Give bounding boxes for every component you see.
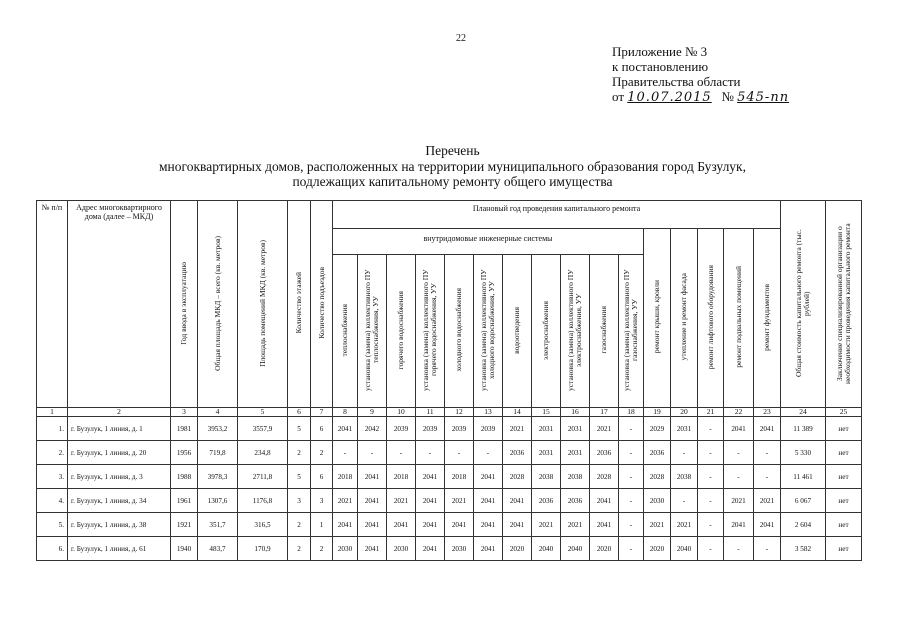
table-cell: 2020 — [590, 537, 619, 561]
title-line-2: многоквартирных домов, расположенных на территории муниципального образования город Бузулук, — [159, 158, 746, 174]
table-cell: - — [754, 537, 781, 561]
table-cell: 2041 — [503, 513, 532, 537]
table-cell: 234,8 — [238, 441, 288, 465]
buildings-table-wrapper — [36, 200, 862, 561]
column-number-cell: 10 — [387, 408, 416, 417]
table-cell: 3 — [288, 489, 311, 513]
table-cell: 2031 — [532, 417, 561, 441]
table-cell: 2030 — [333, 537, 358, 561]
col-header-roof: ремонт крыши, кровли — [644, 229, 671, 408]
table-row — [37, 489, 862, 513]
table-cell: - — [619, 513, 644, 537]
column-number-cell: 2 — [68, 408, 171, 417]
column-number-cell: 11 — [416, 408, 445, 417]
appendix-block — [612, 44, 789, 105]
appendix-line-2: к постановлению — [612, 59, 709, 74]
col-header-engineering-systems: внутридомовые инженерные системы — [333, 229, 644, 255]
table-cell: 2031 — [671, 417, 698, 441]
table-cell: 6 — [311, 465, 333, 489]
table-cell: 2018 — [445, 465, 474, 489]
column-number-cell: 5 — [238, 408, 288, 417]
table-cell: 2030 — [644, 489, 671, 513]
table-cell: 2040 — [532, 537, 561, 561]
col-header-address: Адрес многоквартирного дома (далее – МКД) — [68, 201, 171, 408]
table-cell: 2021 — [445, 489, 474, 513]
table-cell: 2031 — [561, 417, 590, 441]
column-number-cell: 18 — [619, 408, 644, 417]
document-title — [0, 143, 905, 190]
row-number-cell: 2. — [37, 441, 68, 465]
table-cell: 2018 — [333, 465, 358, 489]
col-header-year-built: Год ввода в эксплуатацию — [171, 201, 198, 408]
table-cell: 1307,6 — [198, 489, 238, 513]
column-number-cell: 17 — [590, 408, 619, 417]
table-cell: - — [619, 537, 644, 561]
table-cell: 2036 — [590, 441, 619, 465]
table-cell: 2041 — [590, 513, 619, 537]
table-cell: 2036 — [532, 489, 561, 513]
table-cell: 2041 — [503, 489, 532, 513]
table-cell: 351,7 — [198, 513, 238, 537]
table-cell: - — [619, 465, 644, 489]
col-header-coldwater: холодного водоснабжения — [445, 255, 474, 408]
table-cell: 2041 — [358, 465, 387, 489]
table-cell: 1956 — [171, 441, 198, 465]
table-cell: нет — [826, 537, 862, 561]
col-header-sewage: водоотведения — [503, 255, 532, 408]
address-cell: г. Бузулук, 1 линия, д. 34 — [68, 489, 171, 513]
table-cell: 2 604 — [781, 513, 826, 537]
page-number: 22 — [456, 33, 466, 44]
table-cell: 2029 — [644, 417, 671, 441]
column-number-cell: 12 — [445, 408, 474, 417]
table-cell: нет — [826, 465, 862, 489]
address-cell: г. Бузулук, 1 линия, д. 20 — [68, 441, 171, 465]
table-cell: 2039 — [474, 417, 503, 441]
table-cell: 11 461 — [781, 465, 826, 489]
col-header-facade: утепление и ремонт фасада — [671, 229, 698, 408]
col-header-heat: теплоснабжения — [333, 255, 358, 408]
table-cell: 2028 — [644, 465, 671, 489]
address-cell: г. Бузулук, 1 линия, д. 1 — [68, 417, 171, 441]
table-cell: 2 — [288, 441, 311, 465]
table-cell: - — [387, 441, 416, 465]
table-cell: 2041 — [358, 489, 387, 513]
col-header-cost: Общая стоимость капитального ремонта (тыс. рублей) — [781, 201, 826, 408]
row-number-cell: 1. — [37, 417, 68, 441]
table-cell: 1176,8 — [238, 489, 288, 513]
table-cell: 6 — [311, 417, 333, 441]
table-cell: 2041 — [474, 537, 503, 561]
table-cell: - — [754, 441, 781, 465]
appendix-date-line — [612, 89, 789, 105]
table-cell: 2030 — [387, 537, 416, 561]
column-number-cell: 6 — [288, 408, 311, 417]
table-cell: 1981 — [171, 417, 198, 441]
buildings-table — [36, 200, 862, 561]
column-number-cell: 15 — [532, 408, 561, 417]
table-cell: - — [619, 489, 644, 513]
table-cell: 2038 — [671, 465, 698, 489]
table-cell: 2041 — [590, 489, 619, 513]
table-cell: 2041 — [445, 513, 474, 537]
table-cell: 2 — [288, 537, 311, 561]
table-cell: - — [445, 441, 474, 465]
table-cell: 3 582 — [781, 537, 826, 561]
column-number-cell: 7 — [311, 408, 333, 417]
col-header-plan-year: Плановый год проведения капитального ремонта — [333, 201, 781, 229]
table-cell: 2041 — [754, 513, 781, 537]
table-cell: 2038 — [561, 465, 590, 489]
table-cell: - — [416, 441, 445, 465]
table-row — [37, 465, 862, 489]
column-number-cell: 4 — [198, 408, 238, 417]
table-cell: 316,5 — [238, 513, 288, 537]
column-number-cell: 8 — [333, 408, 358, 417]
table-cell: 1921 — [171, 513, 198, 537]
table-cell: нет — [826, 489, 862, 513]
table-cell: 3953,2 — [198, 417, 238, 441]
table-cell: - — [698, 417, 724, 441]
col-header-elevator: ремонт лифтового оборудования — [698, 229, 724, 408]
table-cell: 719,8 — [198, 441, 238, 465]
column-number-cell: 22 — [724, 408, 754, 417]
table-cell: 2036 — [644, 441, 671, 465]
table-cell: 2041 — [358, 537, 387, 561]
table-cell: 3978,3 — [198, 465, 238, 489]
table-cell: 2021 — [671, 513, 698, 537]
table-cell: 2042 — [358, 417, 387, 441]
table-cell: - — [671, 441, 698, 465]
resolution-date: 10.07.2015 — [627, 90, 712, 105]
appendix-line-3: Правительства области — [612, 74, 741, 89]
table-cell: 2041 — [416, 513, 445, 537]
table-cell: - — [754, 465, 781, 489]
col-header-heat-meter: установка (замена) коллективного ПУ теплоснабжения, УУ — [358, 255, 387, 408]
table-cell: - — [724, 441, 754, 465]
table-cell: 1 — [311, 513, 333, 537]
table-cell: 1961 — [171, 489, 198, 513]
table-cell: 2041 — [724, 417, 754, 441]
resolution-number: 545-пп — [737, 90, 790, 105]
column-number-cell: 21 — [698, 408, 724, 417]
table-cell: 2041 — [474, 465, 503, 489]
address-cell: г. Бузулук, 1 линия, д. 3 — [68, 465, 171, 489]
col-header-floors: Количество этажей — [288, 201, 311, 408]
table-cell: - — [698, 513, 724, 537]
table-cell: 2021 — [387, 489, 416, 513]
column-number-row — [37, 408, 862, 417]
table-cell: 2041 — [724, 513, 754, 537]
table-cell: 2028 — [503, 465, 532, 489]
number-label: № — [721, 89, 734, 104]
col-header-coldwater-meter: установка (замена) коллективного ПУ холодного водоснабжения, УУ — [474, 255, 503, 408]
table-cell: 2039 — [387, 417, 416, 441]
table-cell: 2031 — [561, 441, 590, 465]
col-header-basement: ремонт подвальных помещений — [724, 229, 754, 408]
table-cell: - — [698, 537, 724, 561]
col-header-hotwater-meter: установка (замена) коллективного ПУ горячего водоснабжения, УУ — [416, 255, 445, 408]
table-cell: 2038 — [532, 465, 561, 489]
table-cell: 2021 — [333, 489, 358, 513]
col-header-electric-meter: установка (замена) коллективного ПУ электроснабжения, УУ — [561, 255, 590, 408]
table-row — [37, 441, 862, 465]
table-cell: нет — [826, 417, 862, 441]
table-cell: 2041 — [416, 537, 445, 561]
table-body — [37, 417, 862, 561]
column-number-cell: 19 — [644, 408, 671, 417]
table-cell: 2041 — [333, 417, 358, 441]
table-row — [37, 513, 862, 537]
table-cell: 2031 — [532, 441, 561, 465]
address-cell: г. Бузулук, 1 линия, д. 38 — [68, 513, 171, 537]
table-cell: 2041 — [333, 513, 358, 537]
row-number-cell: 3. — [37, 465, 68, 489]
title-line-1: Перечень — [425, 143, 480, 158]
col-header-hotwater: горячего водоснабжения — [387, 255, 416, 408]
title-line-3: подлежащих капитальному ремонту общего имущества — [292, 174, 613, 189]
table-cell: 2021 — [590, 417, 619, 441]
table-cell: 2020 — [644, 537, 671, 561]
table-cell: 5 330 — [781, 441, 826, 465]
table-cell: - — [698, 465, 724, 489]
table-cell: 2030 — [445, 537, 474, 561]
table-cell: - — [358, 441, 387, 465]
table-cell: - — [724, 465, 754, 489]
table-cell: 2711,8 — [238, 465, 288, 489]
table-cell: 2040 — [561, 537, 590, 561]
table-cell: - — [619, 417, 644, 441]
table-cell: 2041 — [358, 513, 387, 537]
column-number-cell: 13 — [474, 408, 503, 417]
table-cell: 2039 — [416, 417, 445, 441]
table-cell: 2021 — [644, 513, 671, 537]
table-cell: 2041 — [416, 465, 445, 489]
table-cell: 2021 — [724, 489, 754, 513]
table-cell: 2040 — [671, 537, 698, 561]
column-number-cell: 24 — [781, 408, 826, 417]
row-number-cell: 5. — [37, 513, 68, 537]
table-cell: 2041 — [387, 513, 416, 537]
table-cell: 2039 — [445, 417, 474, 441]
table-cell: 3557,9 — [238, 417, 288, 441]
table-row — [37, 417, 862, 441]
table-cell: 2036 — [561, 489, 590, 513]
col-header-gas-meter: установка (замена) коллективного ПУ газоснабжения, УУ — [619, 255, 644, 408]
table-cell: 2041 — [754, 417, 781, 441]
col-header-electric: электроснабжения — [532, 255, 561, 408]
row-number-cell: 6. — [37, 537, 68, 561]
table-cell: 170,9 — [238, 537, 288, 561]
col-header-number: № п/п — [37, 201, 68, 408]
col-header-total-area: Общая площадь МКД – всего (кв. метров) — [198, 201, 238, 408]
column-number-cell: 3 — [171, 408, 198, 417]
table-cell: 2 — [288, 513, 311, 537]
appendix-line-1: Приложение № 3 — [612, 44, 708, 59]
table-cell: 2018 — [387, 465, 416, 489]
column-number-cell: 16 — [561, 408, 590, 417]
table-cell: 2 — [311, 441, 333, 465]
address-cell: г. Бузулук, 1 линия, д. 61 — [68, 537, 171, 561]
table-cell: 2021 — [532, 513, 561, 537]
col-header-gas: газоснабжения — [590, 255, 619, 408]
table-cell: 2021 — [754, 489, 781, 513]
table-cell: 5 — [288, 465, 311, 489]
table-cell: 2041 — [474, 489, 503, 513]
table-cell: 2028 — [590, 465, 619, 489]
column-number-cell: 23 — [754, 408, 781, 417]
table-cell: 1940 — [171, 537, 198, 561]
table-cell: - — [333, 441, 358, 465]
table-cell: 2041 — [474, 513, 503, 537]
col-header-conclusion: Заключение специализированной организации о необходимости проведения капитального ремонта — [826, 201, 862, 408]
table-cell: 483,7 — [198, 537, 238, 561]
table-cell: - — [724, 537, 754, 561]
column-number-cell: 1 — [37, 408, 68, 417]
table-cell: нет — [826, 513, 862, 537]
table-cell: 5 — [288, 417, 311, 441]
from-label: от — [612, 89, 625, 104]
column-number-cell: 20 — [671, 408, 698, 417]
table-cell: 6 067 — [781, 489, 826, 513]
col-header-entrances: Количество подъездов — [311, 201, 333, 408]
table-cell: 2 — [311, 537, 333, 561]
table-cell: - — [619, 441, 644, 465]
table-cell: 2020 — [503, 537, 532, 561]
col-header-premises-area: Площадь помещений МКД (кв. метров) — [238, 201, 288, 408]
column-number-cell: 9 — [358, 408, 387, 417]
column-number-cell: 25 — [826, 408, 862, 417]
table-cell: нет — [826, 441, 862, 465]
col-header-foundation: ремонт фундаментов — [754, 229, 781, 408]
table-row — [37, 537, 862, 561]
table-cell: 1988 — [171, 465, 198, 489]
table-cell: 2021 — [503, 417, 532, 441]
table-cell: - — [698, 489, 724, 513]
row-number-cell: 4. — [37, 489, 68, 513]
table-cell: 2036 — [503, 441, 532, 465]
table-cell: - — [698, 441, 724, 465]
column-number-cell: 14 — [503, 408, 532, 417]
table-cell: - — [671, 489, 698, 513]
table-cell: 3 — [311, 489, 333, 513]
table-cell: 11 389 — [781, 417, 826, 441]
table-cell: 2021 — [561, 513, 590, 537]
table-cell: - — [474, 441, 503, 465]
table-cell: 2041 — [416, 489, 445, 513]
